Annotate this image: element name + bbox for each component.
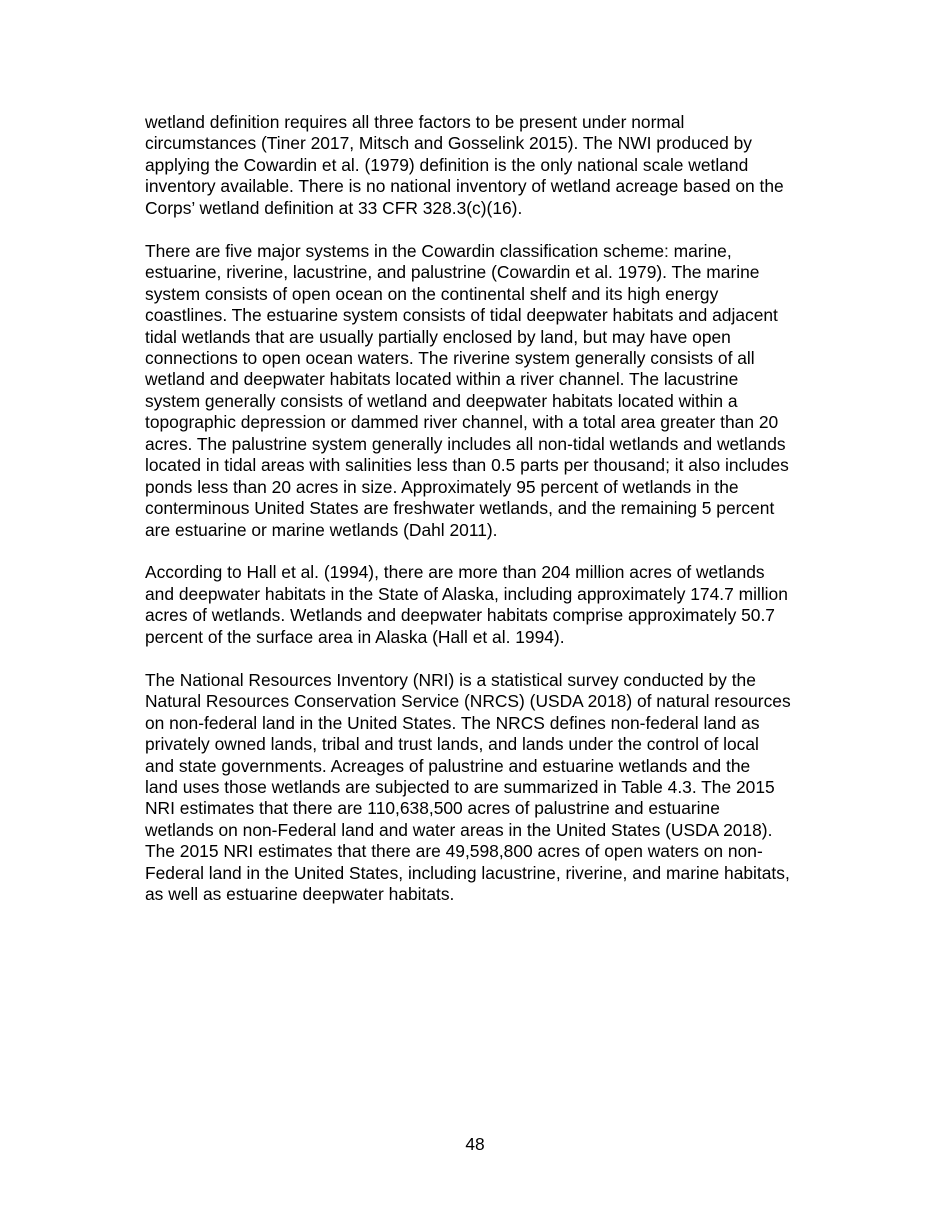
paragraph-alaska-wetlands: According to Hall et al. (1994), there are more than 204 million acres of wetlands and deepwater habitats in the State of Alaska, including approximately 174.7 million acres of wetlands. Wetlands and deepwater habitats comprise approximately 50.7 percent of the surface area in Alaska (Hall et al. 1994). xyxy=(145,562,788,647)
paragraph-wetland-definition: wetland definition requires all three factors to be present under normal circumstances (Tiner 2017, Mitsch and Gosselink 2015). The NWI produced by applying the Cowardin et al. (1979) definition is the only national scale wetland inventory available. There is no national inventory of wetland acreage based on the Corps’ wetland definition at 33 CFR 328.3(c)(16). xyxy=(145,112,784,218)
body-text xyxy=(145,112,845,927)
paragraph-cowardin-systems: There are five major systems in the Cowardin classification scheme: marine, estuarine, riverine, lacustrine, and palustrine (Cowardin et al. 1979). The marine system consists of open ocean on the continental shelf and its high energy coastlines. The estuarine system consists of tidal deepwater habitats and adjacent tidal wetlands that are usually partially enclosed by land, but may have open connections to open ocean waters. The riverine system generally consists of all wetland and deepwater habitats located within a river channel. The lacustrine system generally consists of wetland and deepwater habitats located within a topographic depression or dammed river channel, with a total area greater than 20 acres. The palustrine system generally includes all non-tidal wetlands and wetlands located in tidal areas with salinities less than 0.5 parts per thousand; it also includes ponds less than 20 acres in size. Approximately 95 percent of wetlands in the conterminous United States are freshwater wetlands, and the remaining 5 percent are estuarine or marine wetlands (Dahl 2011). xyxy=(145,240,789,540)
paragraph-nri-survey: The National Resources Inventory (NRI) is a statistical survey conducted by the Natural Resources Conservation Service (NRCS) (USDA 2018) of natural resources on non-federal land in the United States. The NRCS defines non-federal land as privately owned lands, tribal and trust lands, and lands under the control of local and state governments. Acreages of palustrine and estuarine wetlands and the land uses those wetlands are subjected to are summarized in Table 4.3. The 2015 NRI estimates that there are 110,638,500 acres of palustrine and estuarine wetlands on non-Federal land and water areas in the United States (USDA 2018). The 2015 NRI estimates that there are 49,598,800 acres of open waters on non- Federal land in the United States, including lacustrine, riverine, and marine habitats, as well as estuarine deepwater habitats. xyxy=(145,669,791,905)
page-number: 48 xyxy=(465,1134,485,1154)
